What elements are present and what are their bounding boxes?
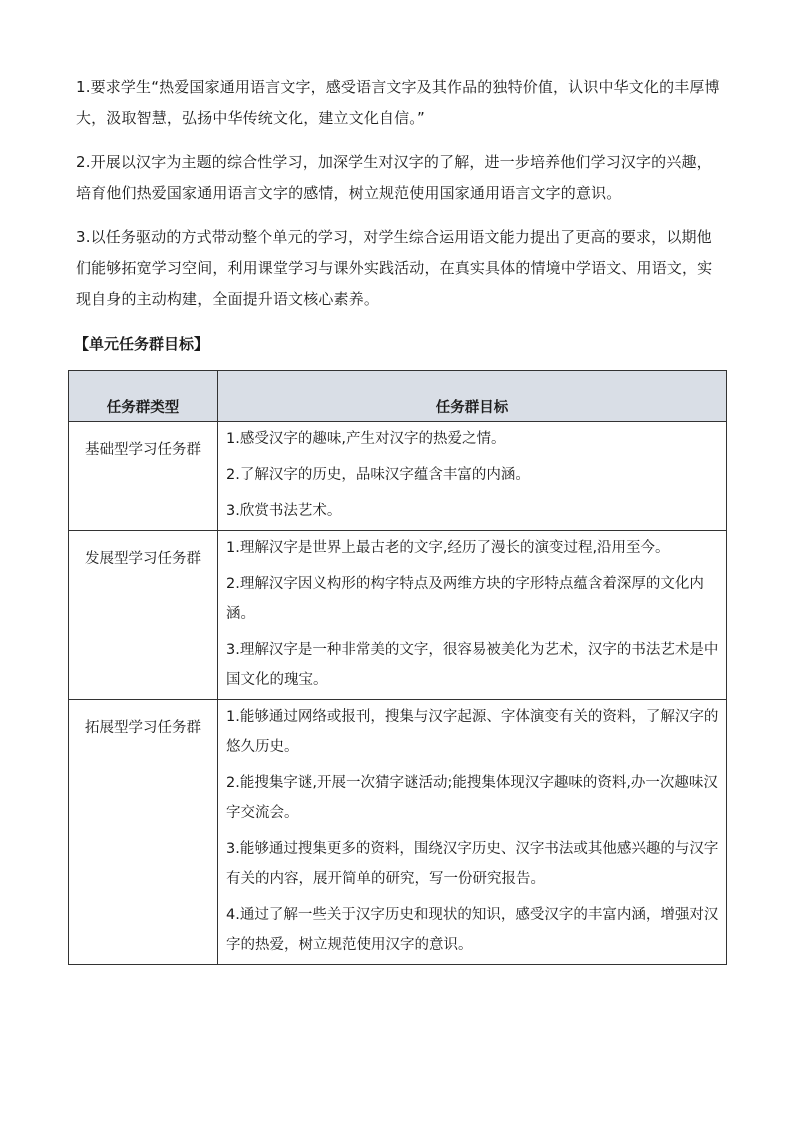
table-row	[69, 700, 727, 965]
goal-item: 2.理解汉字因义构形的构字特点及两维方块的字形特点蕴含着深厚的文化内涵。	[226, 576, 704, 622]
task-group-goals	[218, 531, 727, 700]
goal-item: 1.能够通过网络或报刊，搜集与汉字起源、字体演变有关的资料，了解汉字的悠久历史。	[226, 709, 719, 755]
goal-item: 3.能够通过搜集更多的资料，围绕汉字历史、汉字书法或其他感兴趣的与汉字有关的内容，展开简单的研究，写一份研究报告。	[226, 841, 719, 887]
task-group-goals	[218, 422, 727, 531]
task-group-type: 基础型学习任务群	[69, 422, 218, 531]
goal-item: 2.能搜集字谜,开展一次猜字谜活动;能搜集体现汉字趣味的资料,办一次趣味汉字交流会。	[226, 775, 718, 821]
intro-paragraph-1: 1.要求学生“热爱国家通用语言文字，感受语言文字及其作品的独特价值，认识中华文化的丰厚博大，汲取智慧，弘扬中华传统文化，建立文化自信。”	[76, 78, 720, 127]
header-task-group-goal: 任务群目标	[218, 371, 727, 422]
goal-item: 1.感受汉字的趣味,产生对汉字的热爱之情。	[226, 431, 506, 447]
task-group-goals-table	[68, 370, 727, 965]
task-group-goals	[218, 700, 727, 965]
table-row	[69, 422, 727, 531]
goal-item: 3.理解汉字是一种非常美的文字，很容易被美化为艺术，汉字的书法艺术是中国文化的瑰宝。	[226, 642, 719, 688]
section-heading: 【单元任务群目标】	[74, 335, 210, 353]
intro-paragraph-3: 3.以任务驱动的方式带动整个单元的学习，对学生综合运用语文能力提出了更高的要求，以期他们能够拓宽学习空间，利用课堂学习与课外实践活动，在真实具体的情境中学语文、用语文，实现自身的主动构建，全面提升语文核心素养。	[76, 228, 713, 308]
goal-item: 1.理解汉字是世界上最古老的文字,经历了漫长的演变过程,沿用至今。	[226, 540, 670, 556]
task-group-type: 发展型学习任务群	[69, 531, 218, 700]
goal-item: 3.欣赏书法艺术。	[226, 503, 342, 519]
task-group-type: 拓展型学习任务群	[69, 700, 218, 965]
goal-item: 4.通过了解一些关于汉字历史和现状的知识，感受汉字的丰富内涵，增强对汉字的热爱，树立规范使用汉字的意识。	[226, 907, 719, 953]
intro-paragraph-2: 2.开展以汉字为主题的综合性学习，加深学生对汉字的了解，进一步培养他们学习汉字的兴趣，培育他们热爱国家通用语言文字的感情，树立规范使用国家通用语言文字的意识。	[76, 153, 712, 202]
header-task-group-type: 任务群类型	[69, 371, 218, 422]
table-header-row	[69, 371, 727, 422]
goal-item: 2.了解汉字的历史，品味汉字蕴含丰富的内涵。	[226, 467, 530, 483]
table-row	[69, 531, 727, 700]
